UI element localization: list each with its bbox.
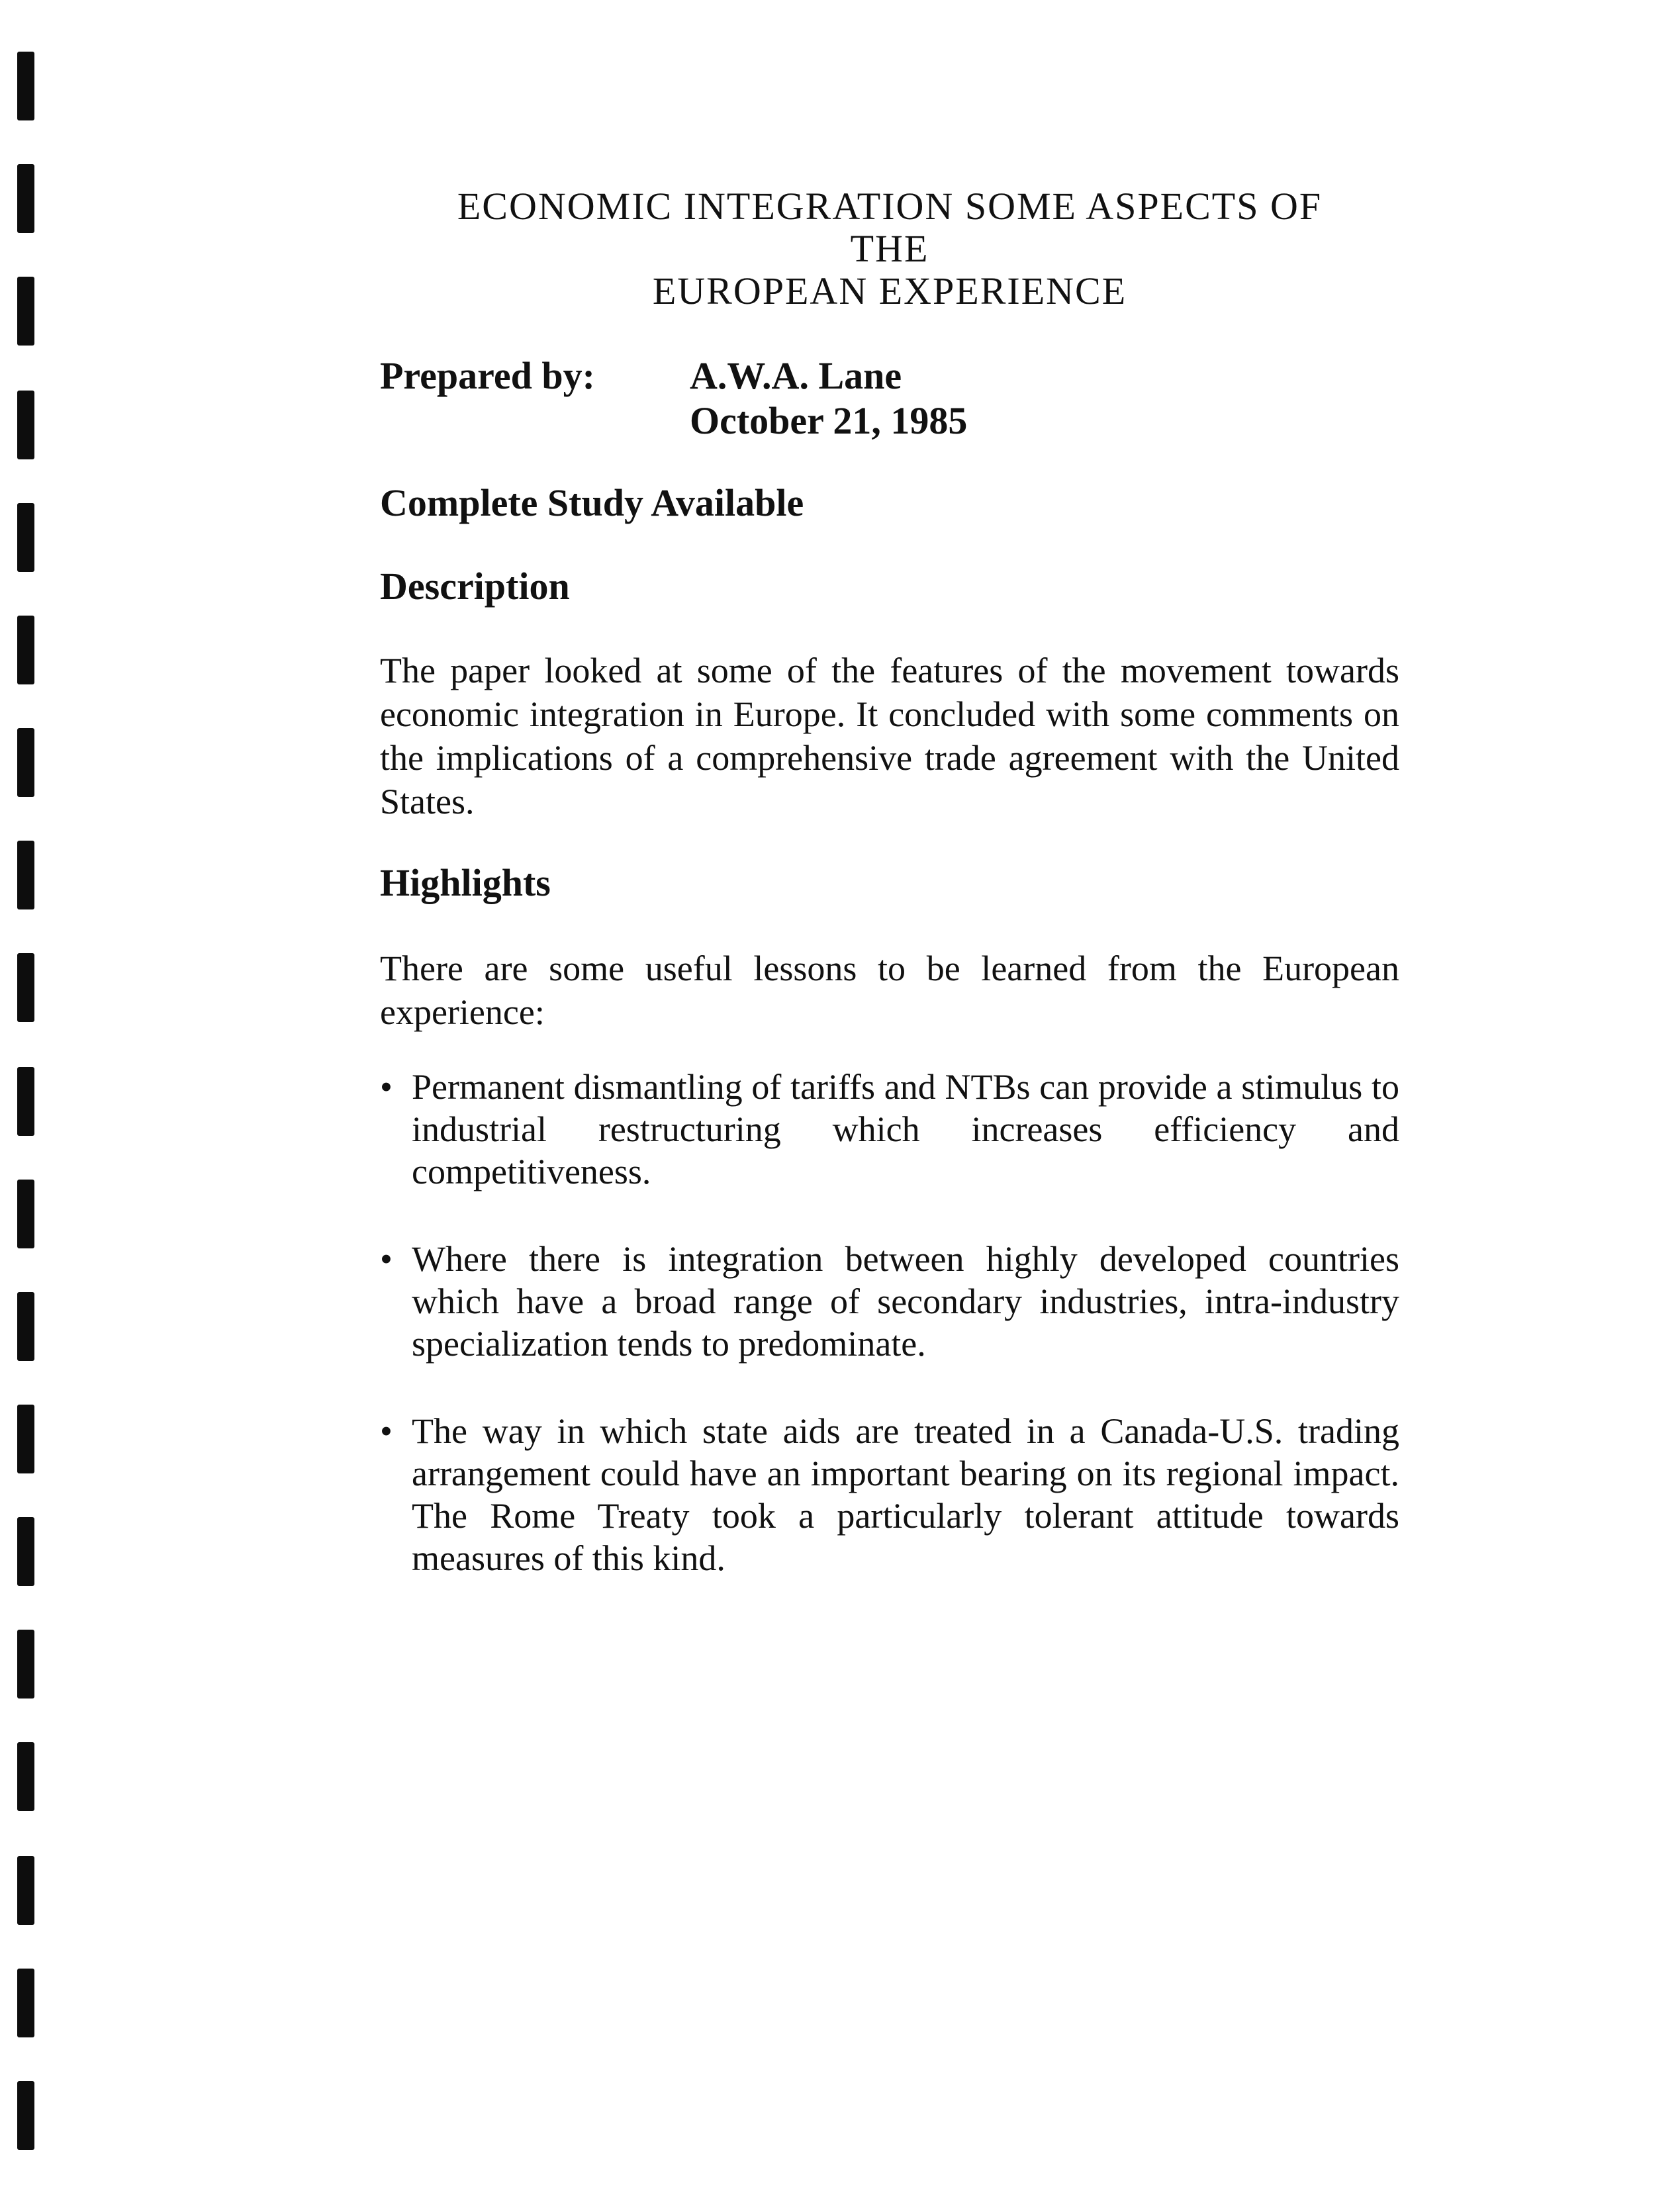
availability-note: Complete Study Available: [380, 481, 804, 524]
list-item: [380, 1066, 1399, 1193]
bullet-icon: •: [380, 1239, 393, 1279]
binding-hole: [17, 728, 34, 797]
binding-hole: [17, 1856, 34, 1925]
binding-hole: [17, 953, 34, 1022]
binding-hole: [17, 1067, 34, 1136]
highlight-text: The way in which state aids are treated in a Canada-U.S. trading arrangement could have an important bearing on its regional impact. The Rome Treaty took a particularly tolerant attitude towards measures of this kind.: [412, 1411, 1399, 1578]
highlights-heading: Highlights: [380, 861, 551, 904]
highlights-list: [380, 1066, 1399, 1624]
highlights-intro: There are some useful lessons to be learned from the European experience:: [380, 949, 1399, 1032]
binding-holes: [0, 0, 53, 2187]
binding-hole: [17, 277, 34, 346]
binding-hole: [17, 1180, 34, 1248]
bullet-icon: •: [380, 1067, 393, 1107]
prepared-by-values: [690, 353, 967, 443]
binding-hole: [17, 52, 34, 120]
title-line-3: EUROPEAN EXPERIENCE: [652, 269, 1127, 312]
binding-hole: [17, 1517, 34, 1586]
highlight-text: Permanent dismantling of tariffs and NTBs can provide a stimulus to industrial restructuring which increases efficiency and competitiveness.: [412, 1067, 1399, 1191]
list-item: [380, 1238, 1399, 1365]
author-name: A.W.A. Lane: [690, 354, 902, 397]
highlight-text: Where there is integration between highly developed countries which have a broad range of secondary industries, intra-industry specialization tends to predominate.: [412, 1239, 1399, 1364]
title-line-2: THE: [850, 227, 929, 270]
binding-hole: [17, 841, 34, 909]
description-text: The paper looked at some of the features of the movement towards economic integration in Europe. It concluded with some comments on the implications of a comprehensive trade agreement with the United States.: [380, 651, 1399, 821]
binding-hole: [17, 1969, 34, 2037]
binding-hole: [17, 1630, 34, 1698]
prepared-by-label: Prepared by:: [380, 354, 595, 397]
binding-hole: [17, 164, 34, 233]
binding-hole: [17, 391, 34, 459]
list-item: [380, 1410, 1399, 1579]
binding-hole: [17, 616, 34, 684]
binding-hole: [17, 1405, 34, 1473]
binding-hole: [17, 1742, 34, 1811]
binding-hole: [17, 1292, 34, 1361]
title-line-1: ECONOMIC INTEGRATION SOME ASPECTS OF: [457, 185, 1323, 228]
document-title: [380, 185, 1399, 312]
bullet-icon: •: [380, 1411, 393, 1451]
document-date: October 21, 1985: [690, 399, 968, 442]
binding-hole: [17, 503, 34, 572]
description-heading: Description: [380, 565, 570, 608]
binding-hole: [17, 2081, 34, 2150]
